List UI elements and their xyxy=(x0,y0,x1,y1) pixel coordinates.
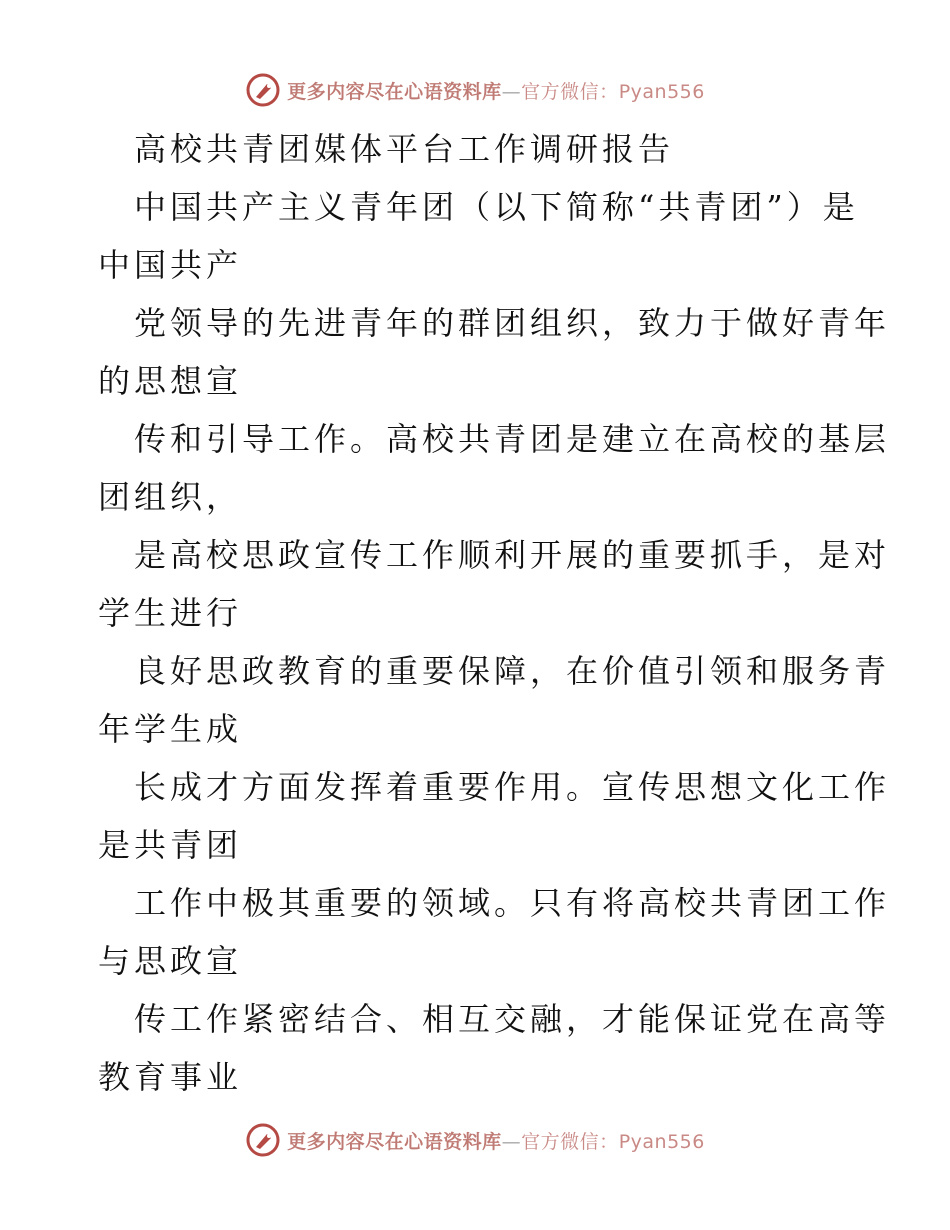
text-line: 传工作紧密结合、相互交融，才能保证党在高等 xyxy=(134,1000,891,1038)
text-line: 团组织， xyxy=(98,478,243,516)
watermark-main: 更多内容尽在心语资料库 xyxy=(287,80,502,103)
text-line: 是高校思政宣传工作顺利开展的重要抓手，是对 xyxy=(134,536,891,574)
watermark-separator: — xyxy=(501,80,522,103)
text-line: 工作中极其重要的领域。只有将高校共青团工作 xyxy=(134,884,891,922)
text-line: 党领导的先进青年的群团组织，致力于做好青年 xyxy=(134,304,891,342)
document-body xyxy=(98,120,891,1106)
pen-nib-logo-icon xyxy=(245,1122,281,1158)
watermark-main: 更多内容尽在心语资料库 xyxy=(287,1130,502,1153)
watermark-text xyxy=(287,77,705,104)
text-line: 长成才方面发挥着重要作用。宣传思想文化工作 xyxy=(134,768,891,806)
text-line: 是共青团 xyxy=(98,826,243,864)
watermark-official: 官方微信： xyxy=(521,80,619,103)
text-line: 的思想宣 xyxy=(98,362,243,400)
watermark-separator: — xyxy=(501,1130,522,1153)
text-line: 中国共产 xyxy=(98,246,243,284)
text-line: 中国共产主义青年团（以下简称“共青团”）是 xyxy=(134,188,859,226)
pen-nib-logo-icon xyxy=(245,72,281,108)
document-title: 高校共青团媒体平台工作调研报告 xyxy=(134,130,675,168)
watermark-text xyxy=(287,1127,705,1154)
watermark-official: 官方微信： xyxy=(521,1130,619,1153)
text-line: 学生进行 xyxy=(98,594,243,632)
text-line: 教育事业 xyxy=(98,1058,243,1096)
header-watermark xyxy=(0,72,950,108)
watermark-wechat-id: Pyan556 xyxy=(618,80,705,103)
text-line: 传和引导工作。高校共青团是建立在高校的基层 xyxy=(134,420,891,458)
watermark-wechat-id: Pyan556 xyxy=(618,1130,705,1153)
text-line: 良好思政教育的重要保障，在价值引领和服务青 xyxy=(134,652,891,690)
footer-watermark xyxy=(0,1122,950,1158)
text-line: 与思政宣 xyxy=(98,942,243,980)
text-line: 年学生成 xyxy=(98,710,243,748)
